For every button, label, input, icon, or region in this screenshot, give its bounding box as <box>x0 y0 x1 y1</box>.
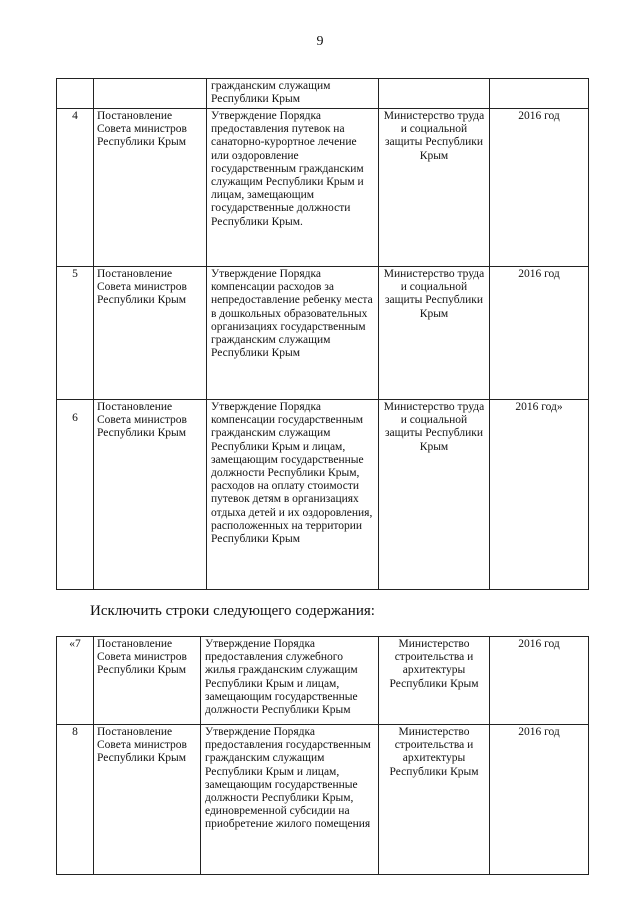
row-number: 4 <box>57 109 94 267</box>
table-row <box>57 267 589 400</box>
table-row <box>57 400 589 590</box>
measure-description: Утверждение Порядка компенсации расходов за непредоставление ребенку места в дошкольных образовательных организациях государственным гражданским служащим Республики Крым <box>207 267 379 400</box>
document-type <box>94 79 207 109</box>
row-number: 8 <box>57 725 94 875</box>
row-number: 6 <box>57 400 94 590</box>
row-number: 5 <box>57 267 94 400</box>
table-row <box>57 637 589 725</box>
measure-description: Утверждение Порядка предоставления служебного жилья гражданским служащим Республики Крым и лицам, замещающим государственные должности Республики Крым <box>201 637 379 725</box>
excluded-rows-table <box>56 636 589 875</box>
responsible-ministry: Министерство труда и социальной защиты Республики Крым <box>379 267 490 400</box>
exclude-rows-heading: Исключить строки следующего содержания: <box>90 603 375 619</box>
document-type: Постановление Совета министров Республики Крым <box>94 637 201 725</box>
page-number: 9 <box>316 34 324 49</box>
row-number <box>57 79 94 109</box>
deadline-year: 2016 год <box>490 725 589 875</box>
measure-description: Утверждение Порядка предоставления путевок на санаторно-курортное лечение или оздоровление государственным гражданским служащим Республики Крым и лицам, замещающим государственные должности Республики Крым. <box>207 109 379 267</box>
measure-description: Утверждение Порядка предоставления государственным гражданским служащим Республики Крым и лицам, замещающим государственные должности Республики Крым, единовременной субсидии на приобретение жилого помещения <box>201 725 379 875</box>
measures-table-continued <box>56 78 589 590</box>
row-number: «7 <box>57 637 94 725</box>
document-type: Постановление Совета министров Республики Крым <box>94 109 207 267</box>
deadline-year: 2016 год <box>490 109 589 267</box>
responsible-ministry: Министерство труда и социальной защиты Республики Крым <box>379 400 490 590</box>
measure-description: гражданским служащим Республики Крым <box>207 79 379 109</box>
deadline-year: 2016 год <box>490 267 589 400</box>
deadline-year <box>490 79 589 109</box>
responsible-ministry <box>379 79 490 109</box>
document-type: Постановление Совета министров Республики Крым <box>94 400 207 590</box>
deadline-year: 2016 год <box>490 637 589 725</box>
measure-description: Утверждение Порядка компенсации государственным гражданским служащим Республики Крым и лицам, замещающим государственные должности Республики Крым, расходов на оплату стоимости путевок детям в организациях отдыха детей и их оздоровления, расположенных на территории Республики Крым <box>207 400 379 590</box>
responsible-ministry: Министерство строительства и архитектуры Республики Крым <box>379 725 490 875</box>
table-row <box>57 79 589 109</box>
table-row <box>57 725 589 875</box>
table-row <box>57 109 589 267</box>
deadline-year: 2016 год» <box>490 400 589 590</box>
responsible-ministry: Министерство труда и социальной защиты Республики Крым <box>379 109 490 267</box>
responsible-ministry: Министерство строительства и архитектуры Республики Крым <box>379 637 490 725</box>
document-type: Постановление Совета министров Республики Крым <box>94 267 207 400</box>
document-type: Постановление Совета министров Республики Крым <box>94 725 201 875</box>
